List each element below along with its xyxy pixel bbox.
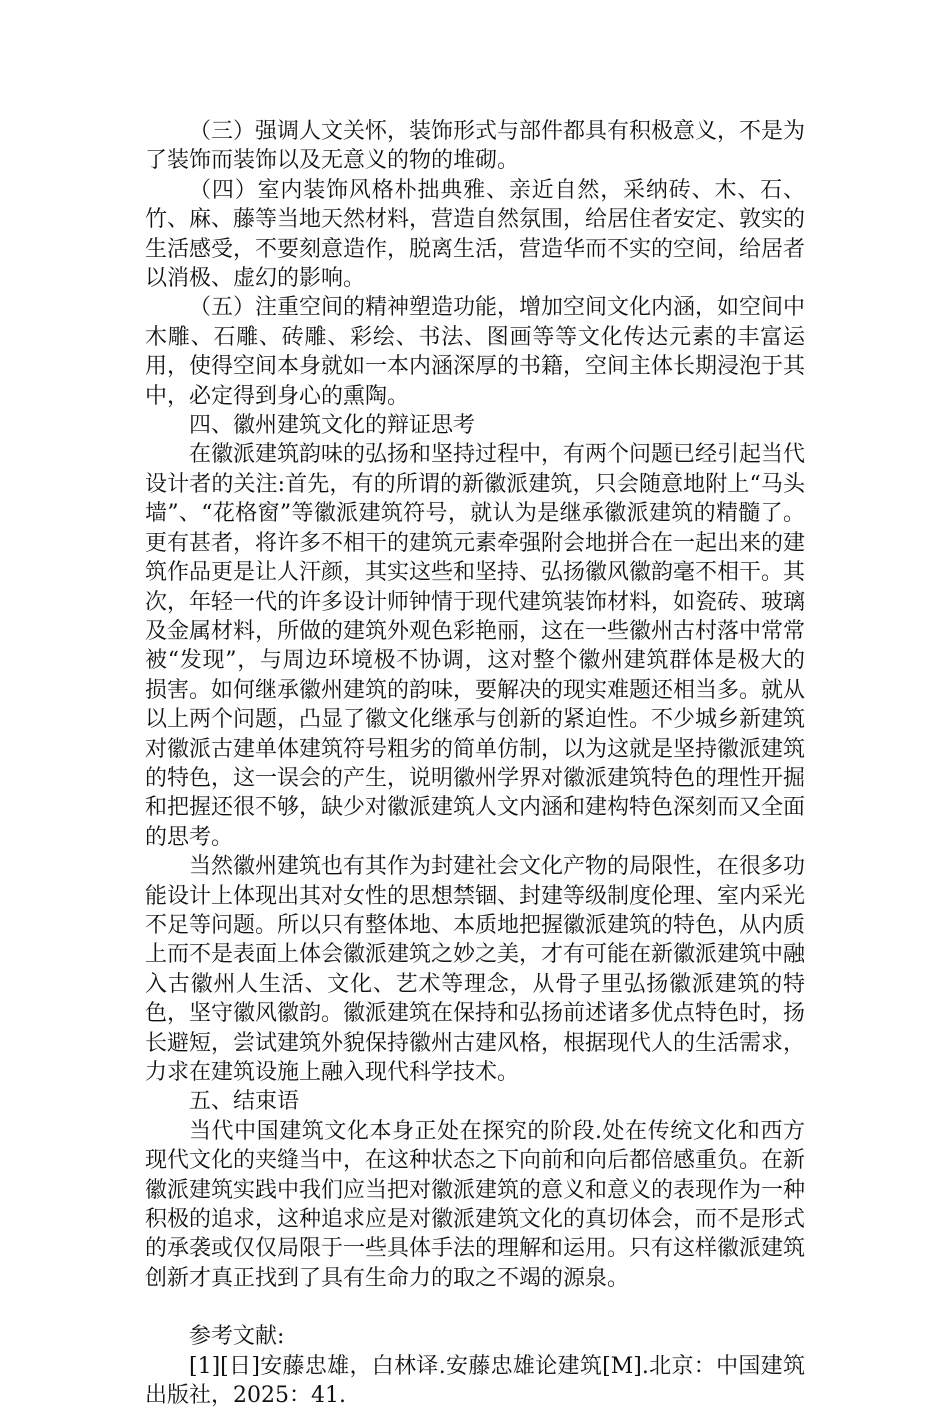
section4-paragraph-2: 当然徽州建筑也有其作为封建社会文化产物的局限性，在很多功能设计上体现出其对女性的思想禁锢、封建等级制度伦理、室内采光不足等问题。所以只有整体地、本质地把握徽派建筑的特色，从内质上而不是表面上体会徽派建筑之妙之美，才有可能在新徽派建筑中融入古徽州人生活、文化、艺术等理念，从骨子里弘扬徽派建筑的特色，坚守徽风徽韵。徽派建筑在保持和弘扬前述诸多优点特色时，扬长避短，尝试建筑外貌保持徽州古建风格，根据现代人的生活需求，力求在建筑设施上融入现代科学技术。 xyxy=(145,854,806,1085)
references-heading: 参考文献: xyxy=(189,1324,285,1350)
paragraph-5: （五）注重空间的精神塑造功能，增加空间文化内涵，如空间中木雕、石雕、砖雕、彩绘、书法、图画等等文化传达元素的丰富运用，使得空间本身就如一本内涵深厚的书籍，空间主体长期浸泡于其中，必定得到身心的熏陶。 xyxy=(145,295,806,409)
section-heading-4: 四、徽州建筑文化的辩证思考 xyxy=(189,413,476,439)
section5-paragraph-1: 当代中国建筑文化本身正处在探究的阶段.处在传统文化和西方现代文化的夹缝当中，在这种状态之下向前和向后都倍感重负。在新徽派建筑实践中我们应当把对徽派建筑的意义和意义的表现作为一种积极的追求，这种追求应是对徽派建筑文化的真切体会，而不是形式的承袭或仅仅局限于一些具体手法的理解和运用。只有这样徽派建筑创新才真正找到了具有生命力的取之不竭的源泉。 xyxy=(145,1118,806,1291)
section4-paragraph-1: 在徽派建筑韵味的弘扬和坚持过程中，有两个问题已经引起当代设计者的关注:首先，有的所谓的新徽派建筑，只会随意地附上“马头墙”、“花格窗”等徽派建筑符号，就认为是继承徽派建筑的精髓了。更有甚者，将许多不相干的建筑元素牵强附会地拼合在一起出来的建筑作品更是让人汗颜，其实这些和坚持、弘扬徽风徽韵毫不相干。其次，年轻一代的许多设计师钟情于现代建筑装饰材料，如瓷砖、玻璃及金属材料，所做的建筑外观色彩艳丽，这在一些徽州古村落中常常被“发现”，与周边环境极不协调，这对整个徽州建筑群体是极大的损害。如何继承徽州建筑的韵味，要解决的现实难题还相当多。就从以上两个问题，凸显了徽文化继承与创新的紧迫性。不少城乡新建筑对徽派古建单体建筑符号粗劣的简单仿制，以为这就是坚持徽派建筑的特色，这一误会的产生，说明徽州学界对徽派建筑特色的理性开掘和把握还很不够，缺少对徽派建筑人文内涵和建构特色深刻而又全面的思考。 xyxy=(145,442,806,850)
paragraph-4: （四）室内装饰风格朴拙典雅、亲近自然，采纳砖、木、石、竹、麻、藤等当地天然材料，营造自然氛围，给居住者安定、敦实的生活感受，不要刻意造作，脱离生活，营造华而不实的空间，给居者以消极、虚幻的影响。 xyxy=(145,177,806,292)
reference-item-1: [1][日]安藤忠雄，白林译.安藤忠雄论建筑[M].北京：中国建筑出版社，2025：41. xyxy=(145,1353,805,1409)
blank-line xyxy=(145,1293,805,1322)
document-body xyxy=(145,117,805,1410)
section-heading-5: 五、结束语 xyxy=(189,1089,300,1115)
paragraph-3: （三）强调人文关怀，装饰形式与部件都具有积极意义，不是为了装饰而装饰以及无意义的物的堆砌。 xyxy=(145,119,806,174)
